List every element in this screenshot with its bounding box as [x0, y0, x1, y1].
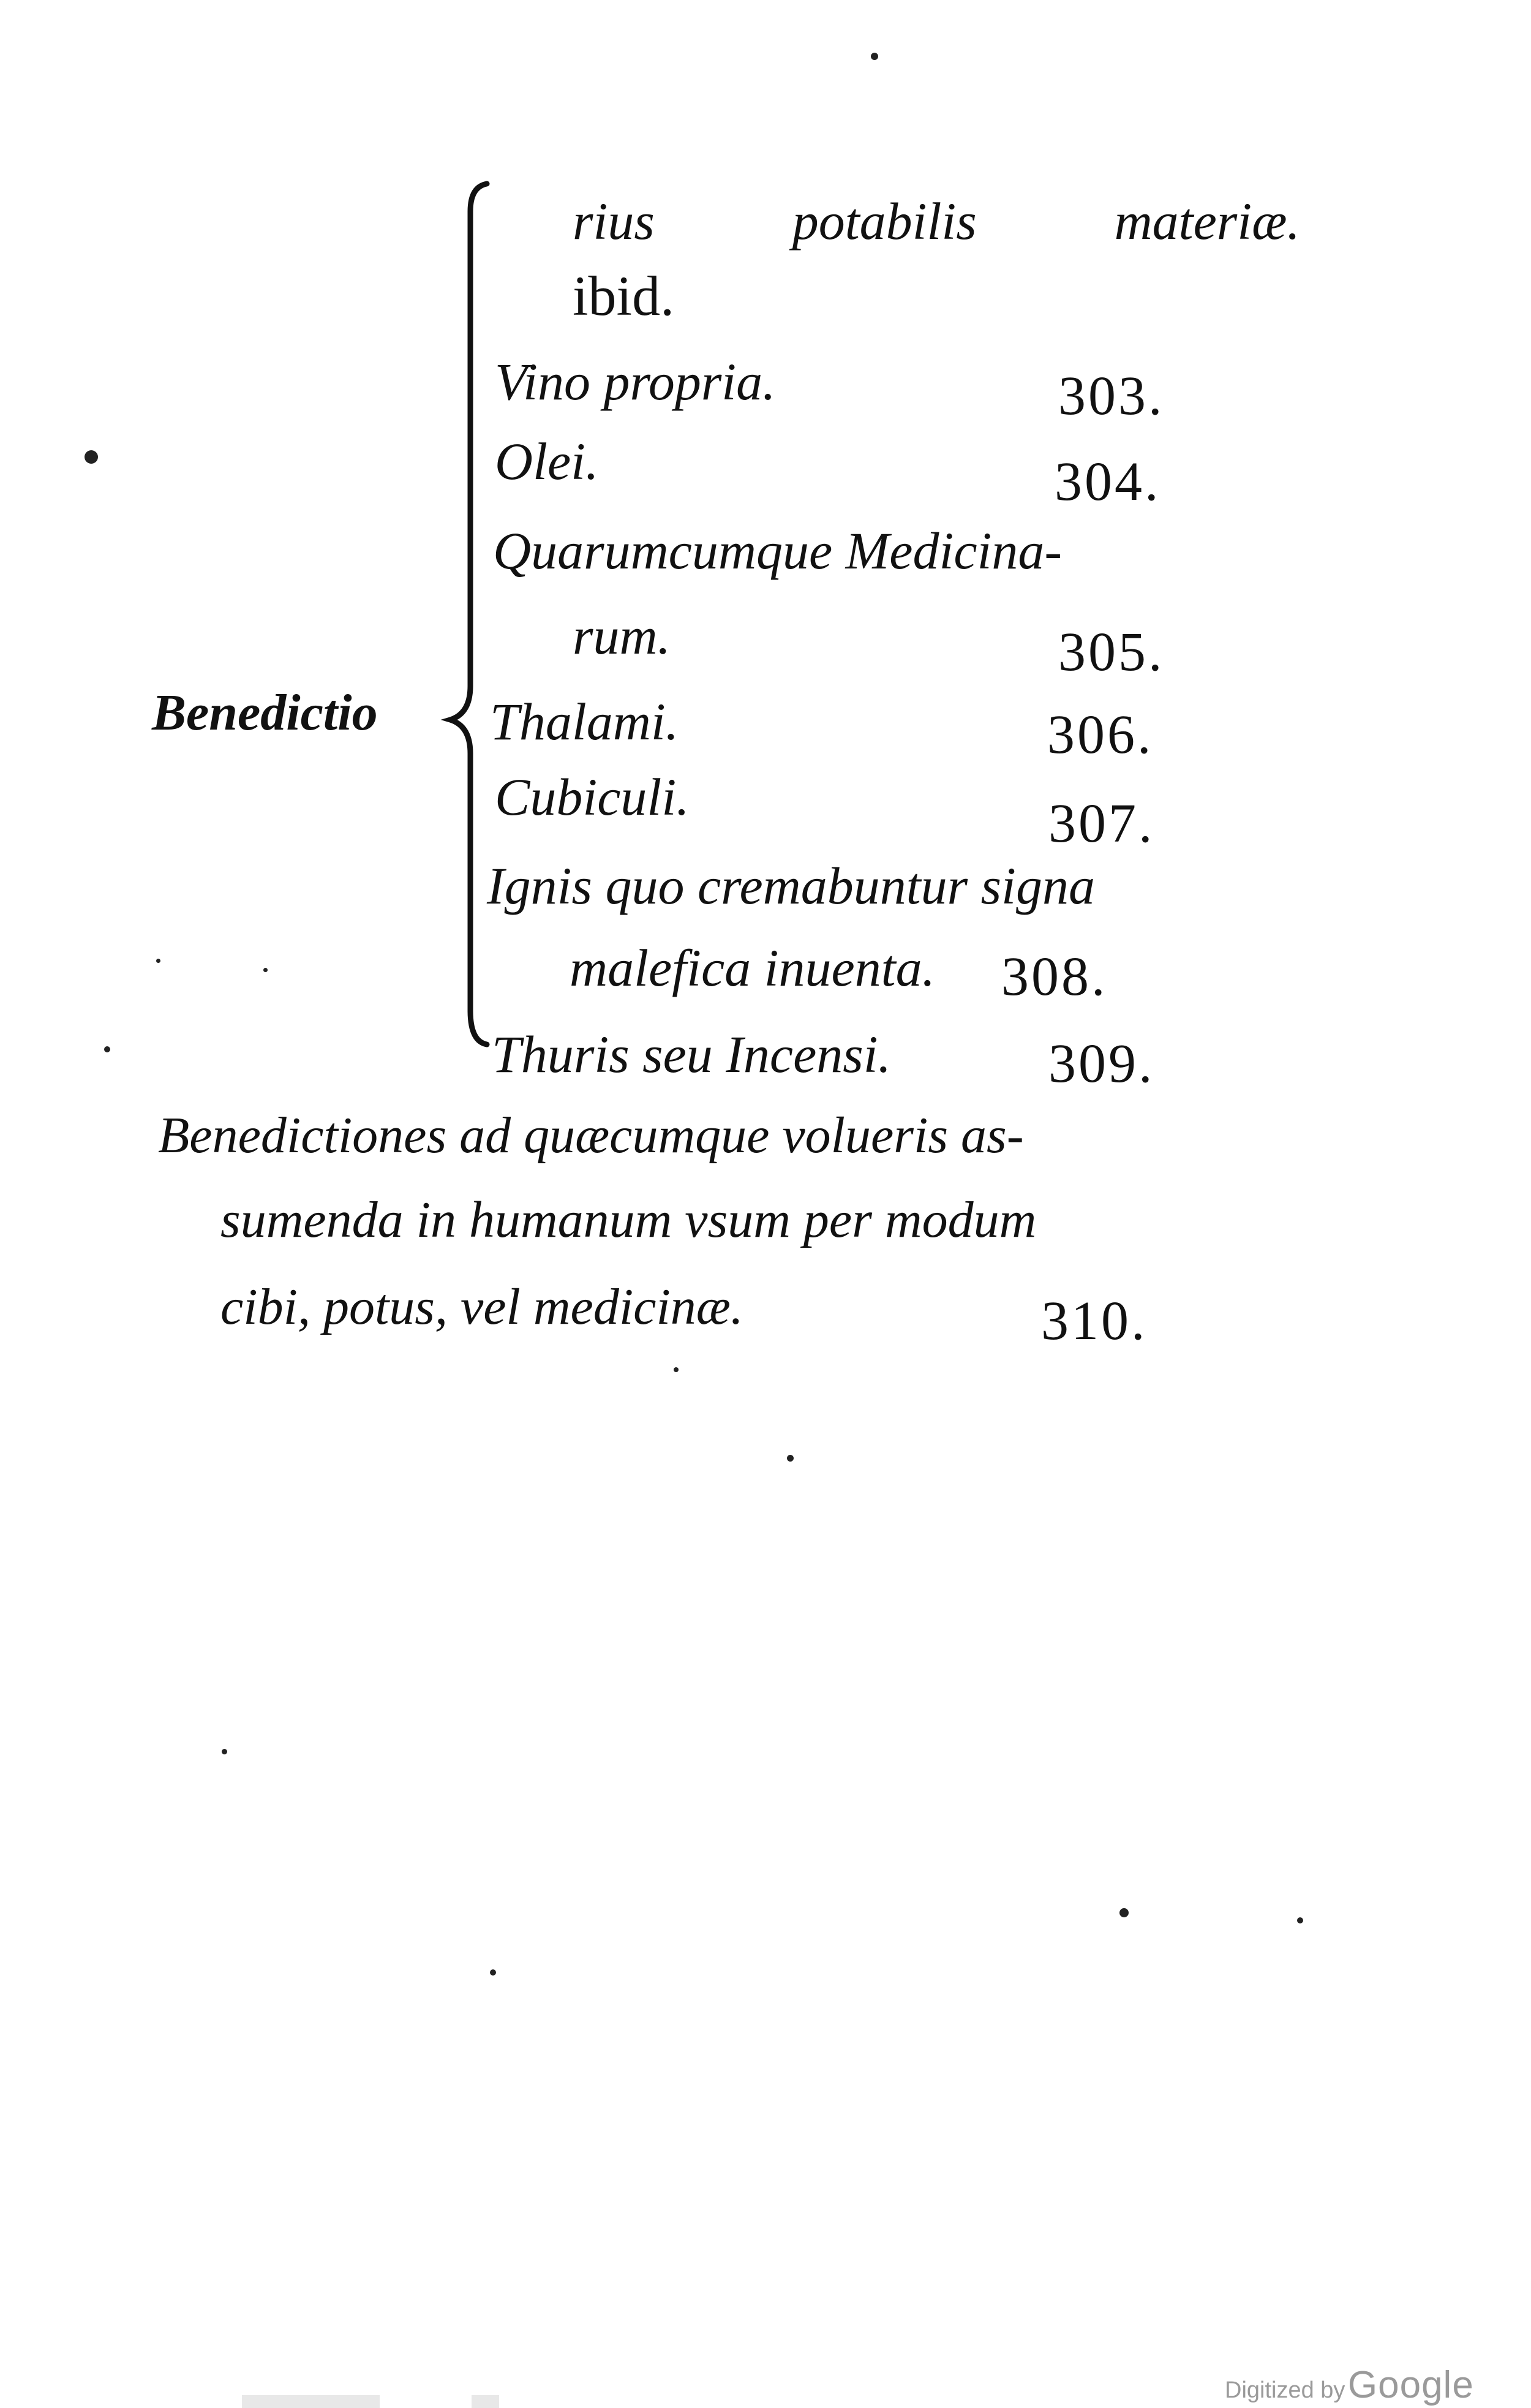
scan-speck	[871, 53, 878, 60]
scan-edge-mark	[472, 2395, 499, 2408]
scan-speck	[104, 1046, 110, 1052]
scan-speck	[787, 1455, 794, 1462]
entry-line	[573, 192, 1300, 251]
entry-line: Thalami.	[490, 692, 679, 751]
scan-speck	[85, 450, 98, 464]
word: rius	[573, 192, 655, 251]
scan-speck	[263, 968, 268, 972]
final-entry-line: sumenda in humanum vsum per modum	[220, 1191, 1037, 1248]
page-number: 303.	[1058, 366, 1165, 426]
brace-label: Benedictio	[152, 684, 378, 741]
page-number: 305.	[1058, 622, 1165, 682]
entry-line: rum.	[573, 606, 671, 665]
entry-line: malefica inuenta.	[570, 938, 936, 997]
page-number: 304.	[1055, 451, 1161, 512]
page-number: 309.	[1048, 1033, 1155, 1094]
entry-line: Ignis quo cremabuntur signa	[487, 856, 1095, 915]
final-entry-line: cibi, potus, vel medicinæ.	[220, 1278, 743, 1335]
google-logo: Google	[1347, 2364, 1474, 2406]
final-entry-line: Benedictiones ad quæcumque volueris as-	[158, 1107, 1024, 1164]
entry-line: Quarumcumque Medicina-	[493, 521, 1063, 580]
word: materiæ.	[1114, 192, 1300, 251]
page-number: 308.	[1001, 946, 1108, 1007]
entry-line: Cubiculi.	[495, 768, 690, 826]
page-number: 306.	[1047, 704, 1154, 765]
scan-speck	[674, 1367, 679, 1372]
page-number: 307.	[1048, 793, 1155, 854]
digitized-by-google-watermark	[1225, 2363, 1474, 2407]
word: potabilis	[792, 192, 977, 251]
scan-speck	[490, 1969, 496, 1976]
scan-speck	[222, 1749, 227, 1754]
entry-line: Vino propria.	[495, 352, 776, 411]
scan-speck	[156, 959, 160, 963]
scan-speck	[1119, 1908, 1129, 1917]
page-number: 310.	[1041, 1291, 1148, 1351]
entry-line: Thuris seu Incensi.	[492, 1025, 892, 1084]
scan-edge-mark	[242, 2395, 380, 2408]
watermark-prefix: Digitized by	[1225, 2377, 1345, 2403]
entry-line: ibid.	[573, 265, 675, 327]
entry-line: Olei.	[495, 432, 599, 491]
scan-speck	[1297, 1917, 1303, 1923]
